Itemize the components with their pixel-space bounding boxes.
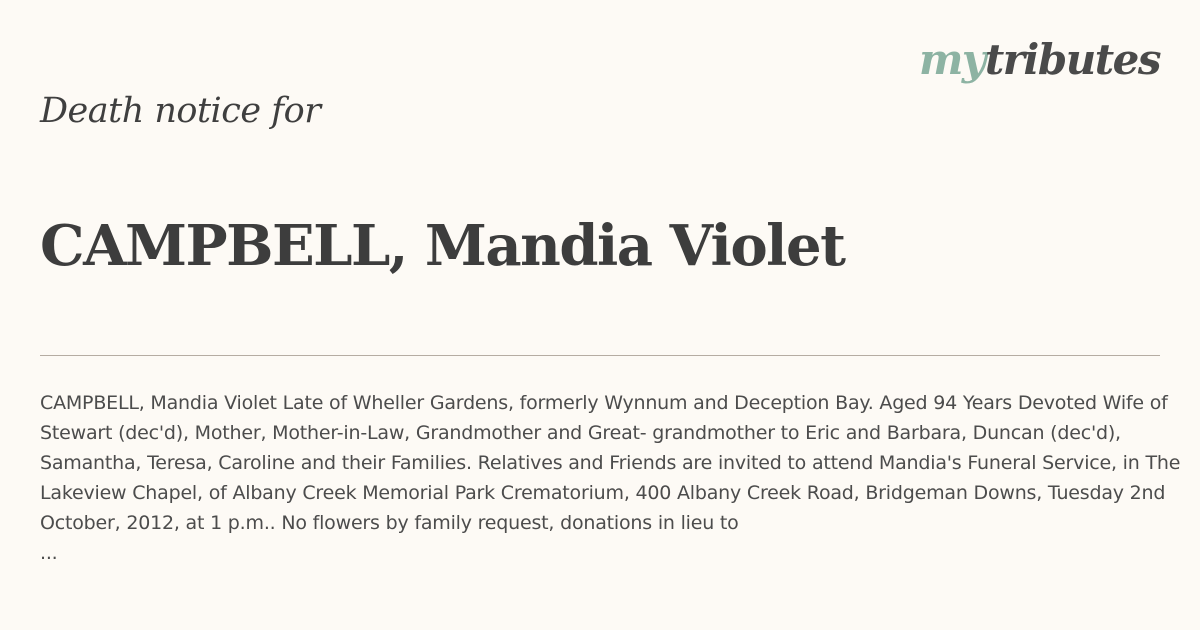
death-notice-label: Death notice for <box>40 91 321 131</box>
deceased-name: CAMPBELL, Mandia Violet <box>40 213 845 279</box>
logo-tributes: tributes <box>984 35 1160 84</box>
notice-body <box>40 388 1196 568</box>
divider <box>40 355 1160 356</box>
logo-my: my <box>918 35 985 84</box>
notice-text: CAMPBELL, Mandia Violet Late of Wheller Gardens, formerly Wynnum and Deception Bay. Aged 94 Years Devoted Wife of Stewart (dec'd), Mother, Mother-in-Law, Grandmother and Great- grandmother to Eric and Barbara, Duncan (dec'd), Samantha, Teresa, Caroline and their Families. Relatives and Friends are invited to attend Mandia's Funeral Service, in The Lakeview Chapel, of Albany Creek Memorial Park Crematorium, 400 Albany Creek Road, Bridgeman Downs, Tuesday 2nd October, 2012, at 1 p.m.. No flowers by family request, donations in lieu to <box>40 392 1181 534</box>
mytributes-logo[interactable] <box>919 34 1160 86</box>
truncation-ellipsis: ... <box>40 542 58 564</box>
